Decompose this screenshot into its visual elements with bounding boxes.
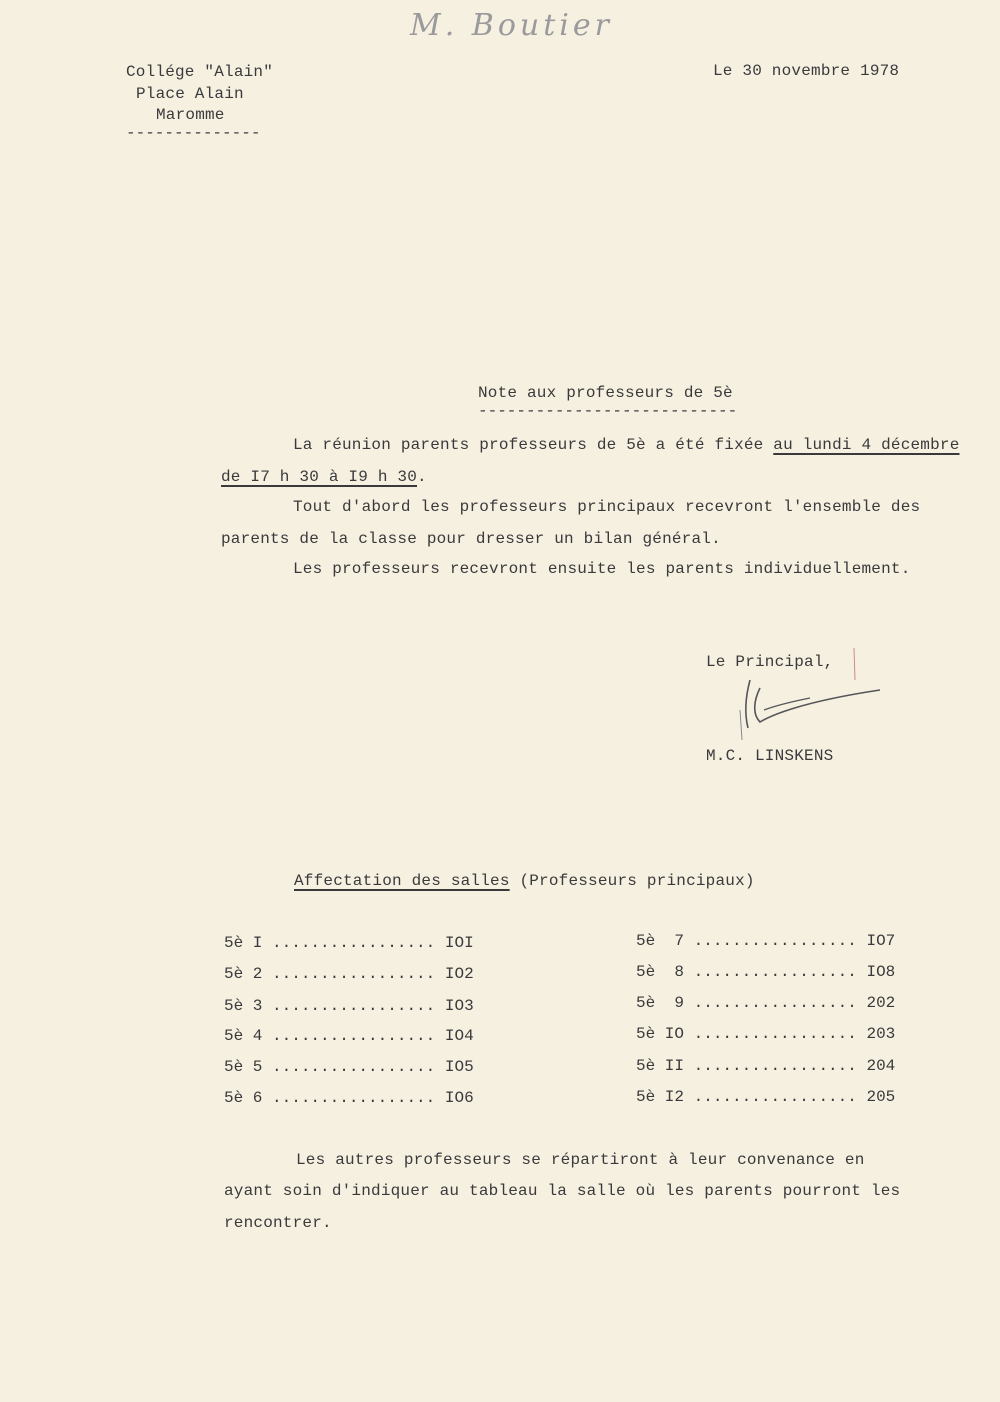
dot-leader: ................. [272,1058,436,1076]
dot-leader: ................. [693,1057,857,1075]
class-label: 5è I2 [636,1088,685,1106]
room-number: IO4 [444,1027,474,1045]
rooms-heading-title: Affectation des salles [294,872,510,890]
paragraph-1-line-1 [293,436,960,454]
class-label: 5è I [224,934,263,952]
class-label: 5è 2 [224,965,263,983]
paragraph-1-end: . [417,468,427,486]
signatory-name: M.C. LINSKENS [706,747,834,765]
dot-leader: ................. [272,997,436,1015]
signature-role: Le Principal, [706,653,834,671]
dot-leader: ................. [693,994,857,1012]
class-label: 5è IO [636,1025,685,1043]
dot-leader: ................. [272,965,436,983]
room-number: IO5 [444,1058,474,1076]
rooms-heading-subtitle: (Professeurs principaux) [509,872,755,890]
room-row [636,1057,895,1075]
room-number: 203 [866,1025,896,1043]
note-title-rule: --------------------------- [478,402,738,420]
closing-line-3: rencontrer. [224,1214,332,1232]
dot-leader: ................. [693,932,857,950]
dot-leader: ................. [272,1027,436,1045]
room-number: IO6 [444,1089,474,1107]
school-name: Collége "Alain" [126,63,274,81]
dot-leader: ................. [693,1025,857,1043]
class-label: 5è 3 [224,997,263,1015]
class-label: 5è 6 [224,1089,263,1107]
room-row [224,1058,474,1076]
class-label: 5è 9 [636,994,685,1012]
room-number: IOI [444,934,474,952]
closing-line-1: Les autres professeurs se répartiront à leur convenance en [296,1151,865,1169]
room-row [636,1025,895,1043]
room-number: IO7 [866,932,896,950]
school-street: Place Alain [136,85,244,103]
class-label: 5è 8 [636,963,685,981]
dot-leader: ................. [272,1089,436,1107]
rooms-heading [294,872,755,890]
class-label: 5è 7 [636,932,685,950]
dot-leader: ................. [693,1088,857,1106]
paragraph-1-text: La réunion parents professeurs de 5è a été fixée [293,436,774,454]
room-number: 204 [866,1057,896,1075]
room-number: 202 [866,994,896,1012]
meeting-date: au lundi 4 décembre [773,436,960,454]
note-title: Note aux professeurs de 5è [478,384,733,402]
school-town: Maromme [156,106,225,124]
paragraph-1-line-2 [221,468,427,486]
dot-leader: ................. [693,963,857,981]
room-number: 205 [866,1088,896,1106]
room-row [636,932,895,950]
meeting-time: de I7 h 30 à I9 h 30 [221,468,418,486]
class-label: 5è 5 [224,1058,263,1076]
paragraph-2-line-1: Tout d'abord les professeurs principaux recevront l'ensemble des [293,498,921,516]
room-row [224,1089,474,1107]
letter-date: Le 30 novembre 1978 [713,62,900,80]
class-label: 5è 4 [224,1027,263,1045]
paragraph-2-line-2: parents de la classe pour dresser un bilan général. [221,530,721,548]
room-row [636,963,895,981]
handwritten-note: M. Boutier [410,8,613,43]
header-rule: -------------- [126,124,261,142]
room-number: IO3 [444,997,474,1015]
closing-line-2: ayant soin d'indiquer au tableau la salle où les parents pourront les [224,1182,901,1200]
room-number: IO2 [444,965,474,983]
class-label: 5è II [636,1057,685,1075]
room-row [224,965,474,983]
paragraph-3: Les professeurs recevront ensuite les parents individuellement. [293,560,911,578]
room-number: IO8 [866,963,896,981]
room-row [636,1088,895,1106]
room-row [224,1027,474,1045]
signature-scribble [730,640,890,750]
room-row [224,997,474,1015]
room-row [636,994,895,1012]
dot-leader: ................. [272,934,436,952]
room-row [224,934,474,952]
